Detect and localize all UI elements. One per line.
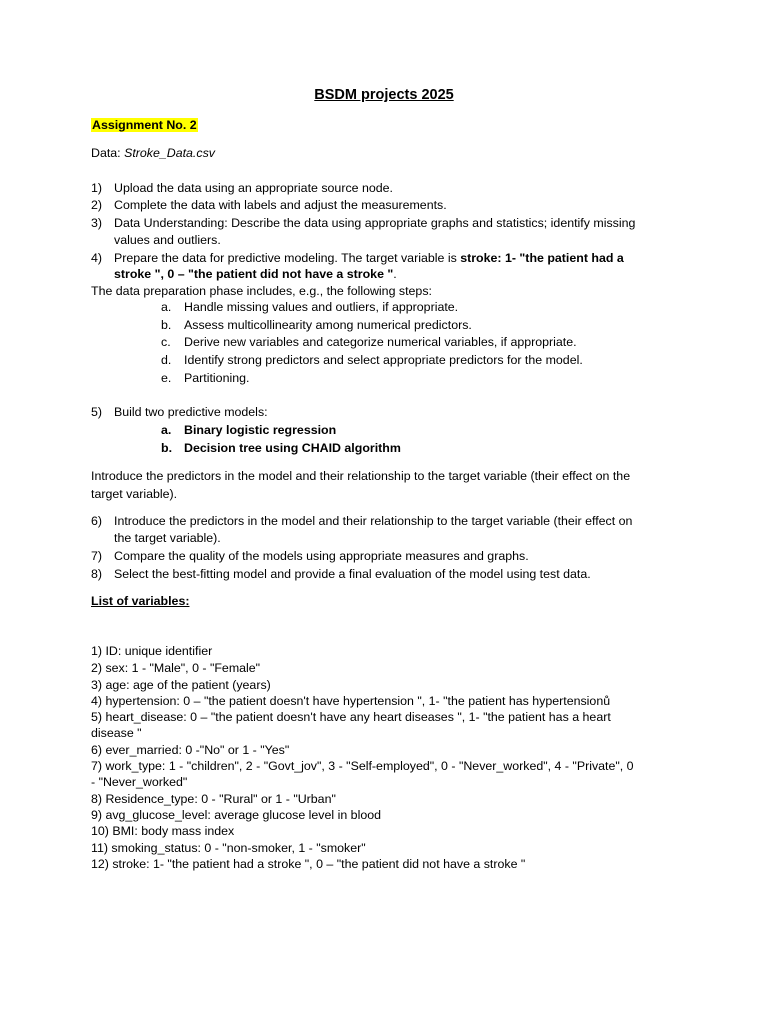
intro-paragraph-line: Introduce the predictors in the model and their relationship to the target variable (their effect on the: [91, 469, 631, 483]
assignment-label: [91, 117, 198, 134]
step-text: Data Understanding: Describe the data using appropriate graphs and statistics; identify missing: [114, 216, 636, 230]
variable-line: 11) smoking_status: 0 - "non-smoker, 1 - "smoker": [91, 841, 366, 855]
prep-letter: c.: [161, 335, 171, 349]
step-number: 1): [91, 181, 103, 195]
page-title: BSDM projects 2025: [314, 87, 454, 103]
step-text: the target variable).: [114, 531, 221, 545]
prep-text: Assess multicollinearity among numerical predictors.: [184, 318, 472, 332]
variable-line: 4) hypertension: 0 – "the patient doesn't have hypertension ", 1- "the patient has hypertensionů: [91, 694, 611, 708]
target-variable-text: stroke: 1- "the patient had a: [460, 251, 624, 265]
step-number: 4): [91, 251, 103, 265]
step-text: values and outliers.: [114, 233, 221, 247]
data-file: Stroke_Data.csv: [124, 146, 215, 160]
variable-line: 8) Residence_type: 0 - "Rural" or 1 - "Urban": [91, 792, 336, 806]
variable-line: - "Never_worked": [91, 775, 188, 789]
prep-intro: The data preparation phase includes, e.g., the following steps:: [91, 284, 432, 298]
step-number: 6): [91, 514, 103, 528]
step-number: 7): [91, 549, 103, 563]
step-text: Introduce the predictors in the model and their relationship to the target variable (their effect on: [114, 514, 633, 528]
step-number: 2): [91, 198, 103, 212]
variables-heading: List of variables:: [91, 594, 190, 608]
step-text: [114, 250, 624, 267]
assignment-highlight: Assignment No. 2: [92, 118, 197, 132]
intro-paragraph-line: target variable).: [91, 487, 178, 501]
step-number: 3): [91, 216, 103, 230]
step-number: 5): [91, 405, 103, 419]
step-text: Complete the data with labels and adjust the measurements.: [114, 198, 447, 212]
target-variable-text: stroke ", 0 – "the patient did not have a stroke ": [114, 267, 394, 281]
prep-letter: d.: [161, 353, 172, 367]
variable-line: 2) sex: 1 - "Male", 0 - "Female": [91, 661, 261, 675]
variable-line: 5) heart_disease: 0 – "the patient doesn't have any heart diseases ", 1- "the patient has a heart: [91, 710, 611, 724]
model-text: Decision tree using CHAID algorithm: [184, 441, 401, 455]
step-text-suffix: .: [393, 267, 397, 281]
step-text: Select the best-fitting model and provide a final evaluation of the model using test data.: [114, 567, 591, 581]
variable-line: 1) ID: unique identifier: [91, 644, 213, 658]
variable-line: 9) avg_glucose_level: average glucose level in blood: [91, 808, 381, 822]
prep-text: Identify strong predictors and select appropriate predictors for the model.: [184, 353, 583, 367]
prep-text: Derive new variables and categorize numerical variables, if appropriate.: [184, 335, 577, 349]
data-line: [91, 145, 215, 162]
variable-line: disease ": [91, 726, 142, 740]
step-text: [114, 266, 397, 283]
variable-line: 12) stroke: 1- "the patient had a stroke ", 0 – "the patient did not have a stroke ": [91, 857, 526, 871]
prep-letter: b.: [161, 318, 172, 332]
prep-text: Handle missing values and outliers, if appropriate.: [184, 300, 459, 314]
step-text-prefix: Prepare the data for predictive modeling. The target variable is: [114, 251, 461, 265]
step-text: Compare the quality of the models using appropriate measures and graphs.: [114, 549, 529, 563]
model-letter: b.: [161, 441, 173, 455]
step-number: 8): [91, 567, 103, 581]
prep-letter: e.: [161, 371, 172, 385]
variable-line: 6) ever_married: 0 -"No" or 1 - "Yes": [91, 743, 290, 757]
data-label: Data:: [91, 146, 125, 160]
model-text: Binary logistic regression: [184, 423, 337, 437]
variable-line: 3) age: age of the patient (years): [91, 678, 271, 692]
model-letter: a.: [161, 423, 172, 437]
step-text: Upload the data using an appropriate source node.: [114, 181, 393, 195]
variable-line: 7) work_type: 1 - "children", 2 - "Govt_jov", 3 - "Self-employed", 0 - "Never_worked", 4 - "Private", 0: [91, 759, 634, 773]
step-text: Build two predictive models:: [114, 405, 268, 419]
variable-line: 10) BMI: body mass index: [91, 824, 235, 838]
prep-text: Partitioning.: [184, 371, 250, 385]
prep-letter: a.: [161, 300, 172, 314]
